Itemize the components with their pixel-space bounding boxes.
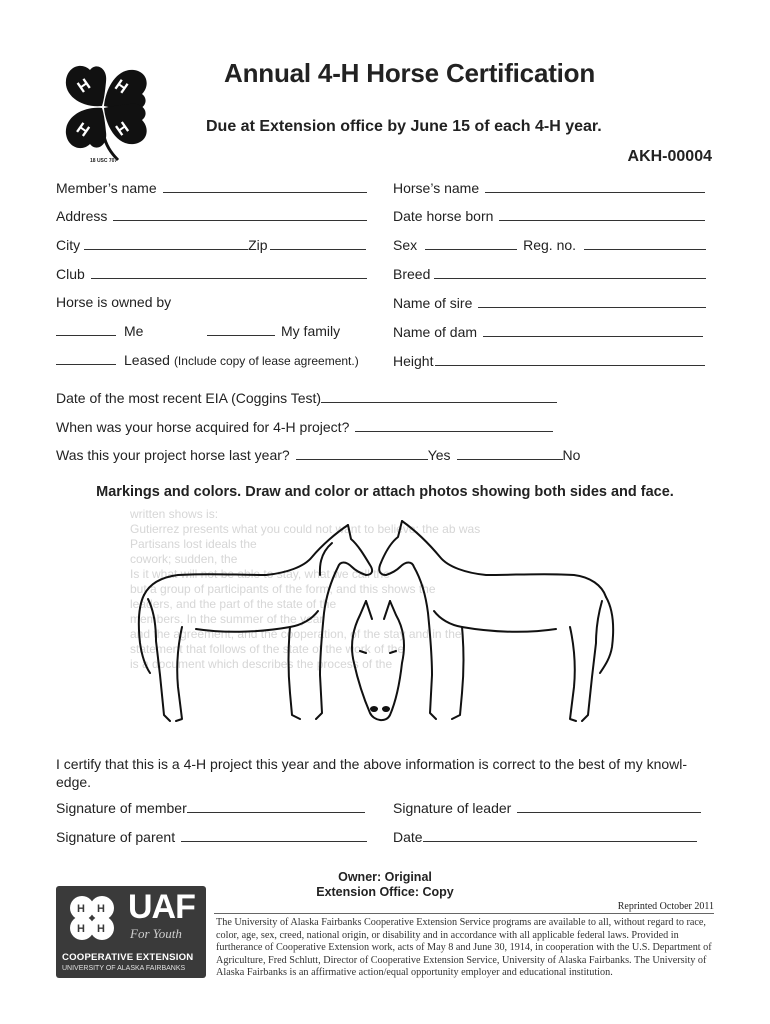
watermark-line: leaders, and the part of the state of the (130, 597, 337, 611)
horse-drawing-area[interactable] (126, 515, 646, 727)
owned-leased-line[interactable] (56, 363, 116, 365)
svg-text:H: H (113, 119, 133, 140)
acquired-line[interactable] (355, 430, 553, 432)
horse-name-line[interactable] (485, 191, 705, 193)
watermark-line: Is it what will not be able to stay, what we call the (130, 567, 390, 581)
height-label: Height (393, 353, 434, 369)
svg-text:H: H (77, 903, 85, 915)
svg-text:H: H (97, 923, 105, 935)
sire-label: Name of sire (393, 295, 473, 311)
height-line[interactable] (435, 364, 705, 366)
coop-extension-text: COOPERATIVE EXTENSION (62, 952, 194, 963)
leader-signature-line[interactable] (517, 811, 701, 813)
last-year-field[interactable] (56, 447, 580, 463)
watermark-line: cowork; sudden, the (130, 552, 238, 566)
club-line[interactable] (91, 277, 367, 279)
zip-line[interactable] (270, 248, 366, 250)
reg-no-line[interactable] (584, 248, 706, 250)
clover-icon (52, 56, 154, 166)
page-title: Annual 4-H Horse Certification (224, 58, 596, 88)
member-name-line[interactable] (163, 191, 367, 193)
parent-signature-label: Signature of parent (56, 829, 176, 845)
certification-statement: I certify that this is a 4-H project this year and the above information is correct to the best of my knowl-edge. (56, 756, 688, 790)
club-label: Club (56, 266, 85, 282)
owned-me-line[interactable] (56, 334, 116, 336)
uaf-cooperative-extension-logo (56, 886, 206, 978)
dam-field[interactable] (393, 324, 703, 340)
date-born-field[interactable] (393, 208, 705, 224)
left-horse-side-outline (139, 525, 372, 721)
parent-signature-field[interactable] (56, 829, 367, 845)
right-horse-side-outline (379, 521, 613, 721)
sex-line[interactable] (425, 248, 517, 250)
member-signature-label: Signature of member (56, 800, 187, 816)
owned-family-option[interactable] (207, 323, 340, 339)
leader-signature-label: Signature of leader (393, 800, 512, 816)
address-field[interactable] (56, 208, 367, 224)
member-signature-line[interactable] (187, 811, 365, 813)
sire-line[interactable] (478, 306, 706, 308)
acquired-field[interactable] (56, 419, 553, 435)
breed-label: Breed (393, 266, 431, 282)
date-label: Date (393, 829, 423, 845)
svg-text:H: H (72, 119, 93, 141)
address-label: Address (56, 208, 108, 224)
clover-icon (62, 890, 124, 948)
no-line[interactable] (457, 458, 563, 460)
watermark-line: and the agreement, and the cooperation, of the stay and in the (130, 627, 462, 641)
horse-face-outline (352, 601, 404, 720)
4h-clover-logo (52, 56, 154, 166)
breed-field[interactable] (393, 266, 706, 282)
nondiscrimination-statement: The University of Alaska Fairbanks Cooperative Extension Service programs are available to all, without regard to race, color, age, sex, creed, national origin, or disability and in accordance with all applicable federal laws. Provided in furtherance of Cooperative Extension work, acts of May 8 and June 30, 1914, in cooperation with the U.S. Department of Agriculture, Fred Schlutt, Director of Cooperative Extension Service, University of Alaska Fairbanks. The University of Alaska Fairbanks is an affirmative action/equal opportunity employer and educational institution. (216, 917, 712, 978)
eia-label: Date of the most recent EIA (Coggins Test) (56, 390, 322, 406)
eia-line[interactable] (321, 401, 557, 403)
watermark-line: Gutierrez presents what you could not want to believe; the ab was (130, 522, 481, 536)
date-born-label: Date horse born (393, 208, 494, 224)
eia-field[interactable] (56, 390, 557, 406)
svg-text:H: H (77, 923, 85, 935)
owned-me-label: Me (124, 323, 144, 339)
reprint-date: Reprinted October 2011 (617, 901, 714, 912)
watermark-line: statement that follows of the state of the work of the (130, 642, 405, 656)
dam-line[interactable] (483, 335, 703, 337)
date-born-line[interactable] (499, 219, 705, 221)
for-youth-text: For Youth (130, 926, 182, 941)
owned-leased-option[interactable] (56, 352, 359, 368)
city-line[interactable] (84, 248, 248, 250)
lease-note: (Include copy of lease agreement.) (173, 354, 359, 368)
member-name-field[interactable] (56, 180, 367, 196)
sex-reg-field[interactable] (393, 237, 706, 253)
svg-text:H: H (111, 76, 131, 98)
yes-line[interactable] (296, 458, 428, 460)
date-line[interactable] (423, 840, 697, 842)
height-field[interactable] (393, 353, 705, 369)
watermark-line: but a group of participants of the form, and this shows the (130, 582, 436, 596)
leader-signature-field[interactable] (393, 800, 701, 816)
emblem-text: 18 USC 707 (90, 158, 118, 164)
horse-name-field[interactable] (393, 180, 705, 196)
owned-family-label: My family (281, 323, 341, 339)
member-signature-field[interactable] (56, 800, 365, 816)
date-field[interactable] (393, 829, 697, 845)
svg-text:H: H (97, 903, 105, 915)
city-zip-field[interactable] (56, 237, 366, 253)
no-label: No (562, 447, 581, 463)
watermark-line: is a document which describes the process of the (130, 657, 393, 671)
yes-label: Yes (427, 447, 451, 463)
sire-field[interactable] (393, 295, 706, 311)
owned-leased-label: Leased (124, 352, 170, 368)
owner-copy-note: Owner: Original (338, 870, 432, 884)
svg-text:H: H (74, 75, 94, 97)
owned-family-line[interactable] (207, 334, 275, 336)
watermark-line: written shows is: (130, 507, 219, 521)
parent-signature-line[interactable] (181, 840, 367, 842)
acquired-label: When was your horse acquired for 4-H project? (56, 419, 350, 435)
club-field[interactable] (56, 266, 367, 282)
breed-line[interactable] (434, 277, 706, 279)
extension-copy-note: Extension Office: Copy (316, 885, 454, 899)
markings-heading: Markings and colors. Draw and color or attach photos showing both sides and face. (96, 484, 674, 500)
watermark-line: Partisans lost ideals the (130, 537, 257, 551)
watermark-line: members. In the summer of the year (130, 612, 324, 626)
sex-label: Sex (393, 237, 418, 253)
address-line[interactable] (113, 219, 367, 221)
uaf-wordmark: UAF (128, 888, 195, 926)
zip-label: Zip (248, 237, 268, 253)
owned-me-option[interactable] (56, 323, 143, 339)
member-name-label: Member’s name (56, 180, 157, 196)
city-label: City (56, 237, 81, 253)
horse-name-label: Horse’s name (393, 180, 480, 196)
dam-label: Name of dam (393, 324, 478, 340)
horse-owned-by-label: Horse is owned by (56, 294, 172, 310)
page-subtitle: Due at Extension office by June 15 of each 4-H year. (206, 118, 602, 135)
last-year-label: Was this your project horse last year? (56, 447, 290, 463)
footer-divider (214, 913, 714, 914)
uaf-university-text: UNIVERSITY OF ALASKA FAIRBANKS (62, 965, 186, 972)
reg-no-label: Reg. no. (523, 237, 577, 253)
form-id: AKH-00004 (627, 148, 712, 165)
